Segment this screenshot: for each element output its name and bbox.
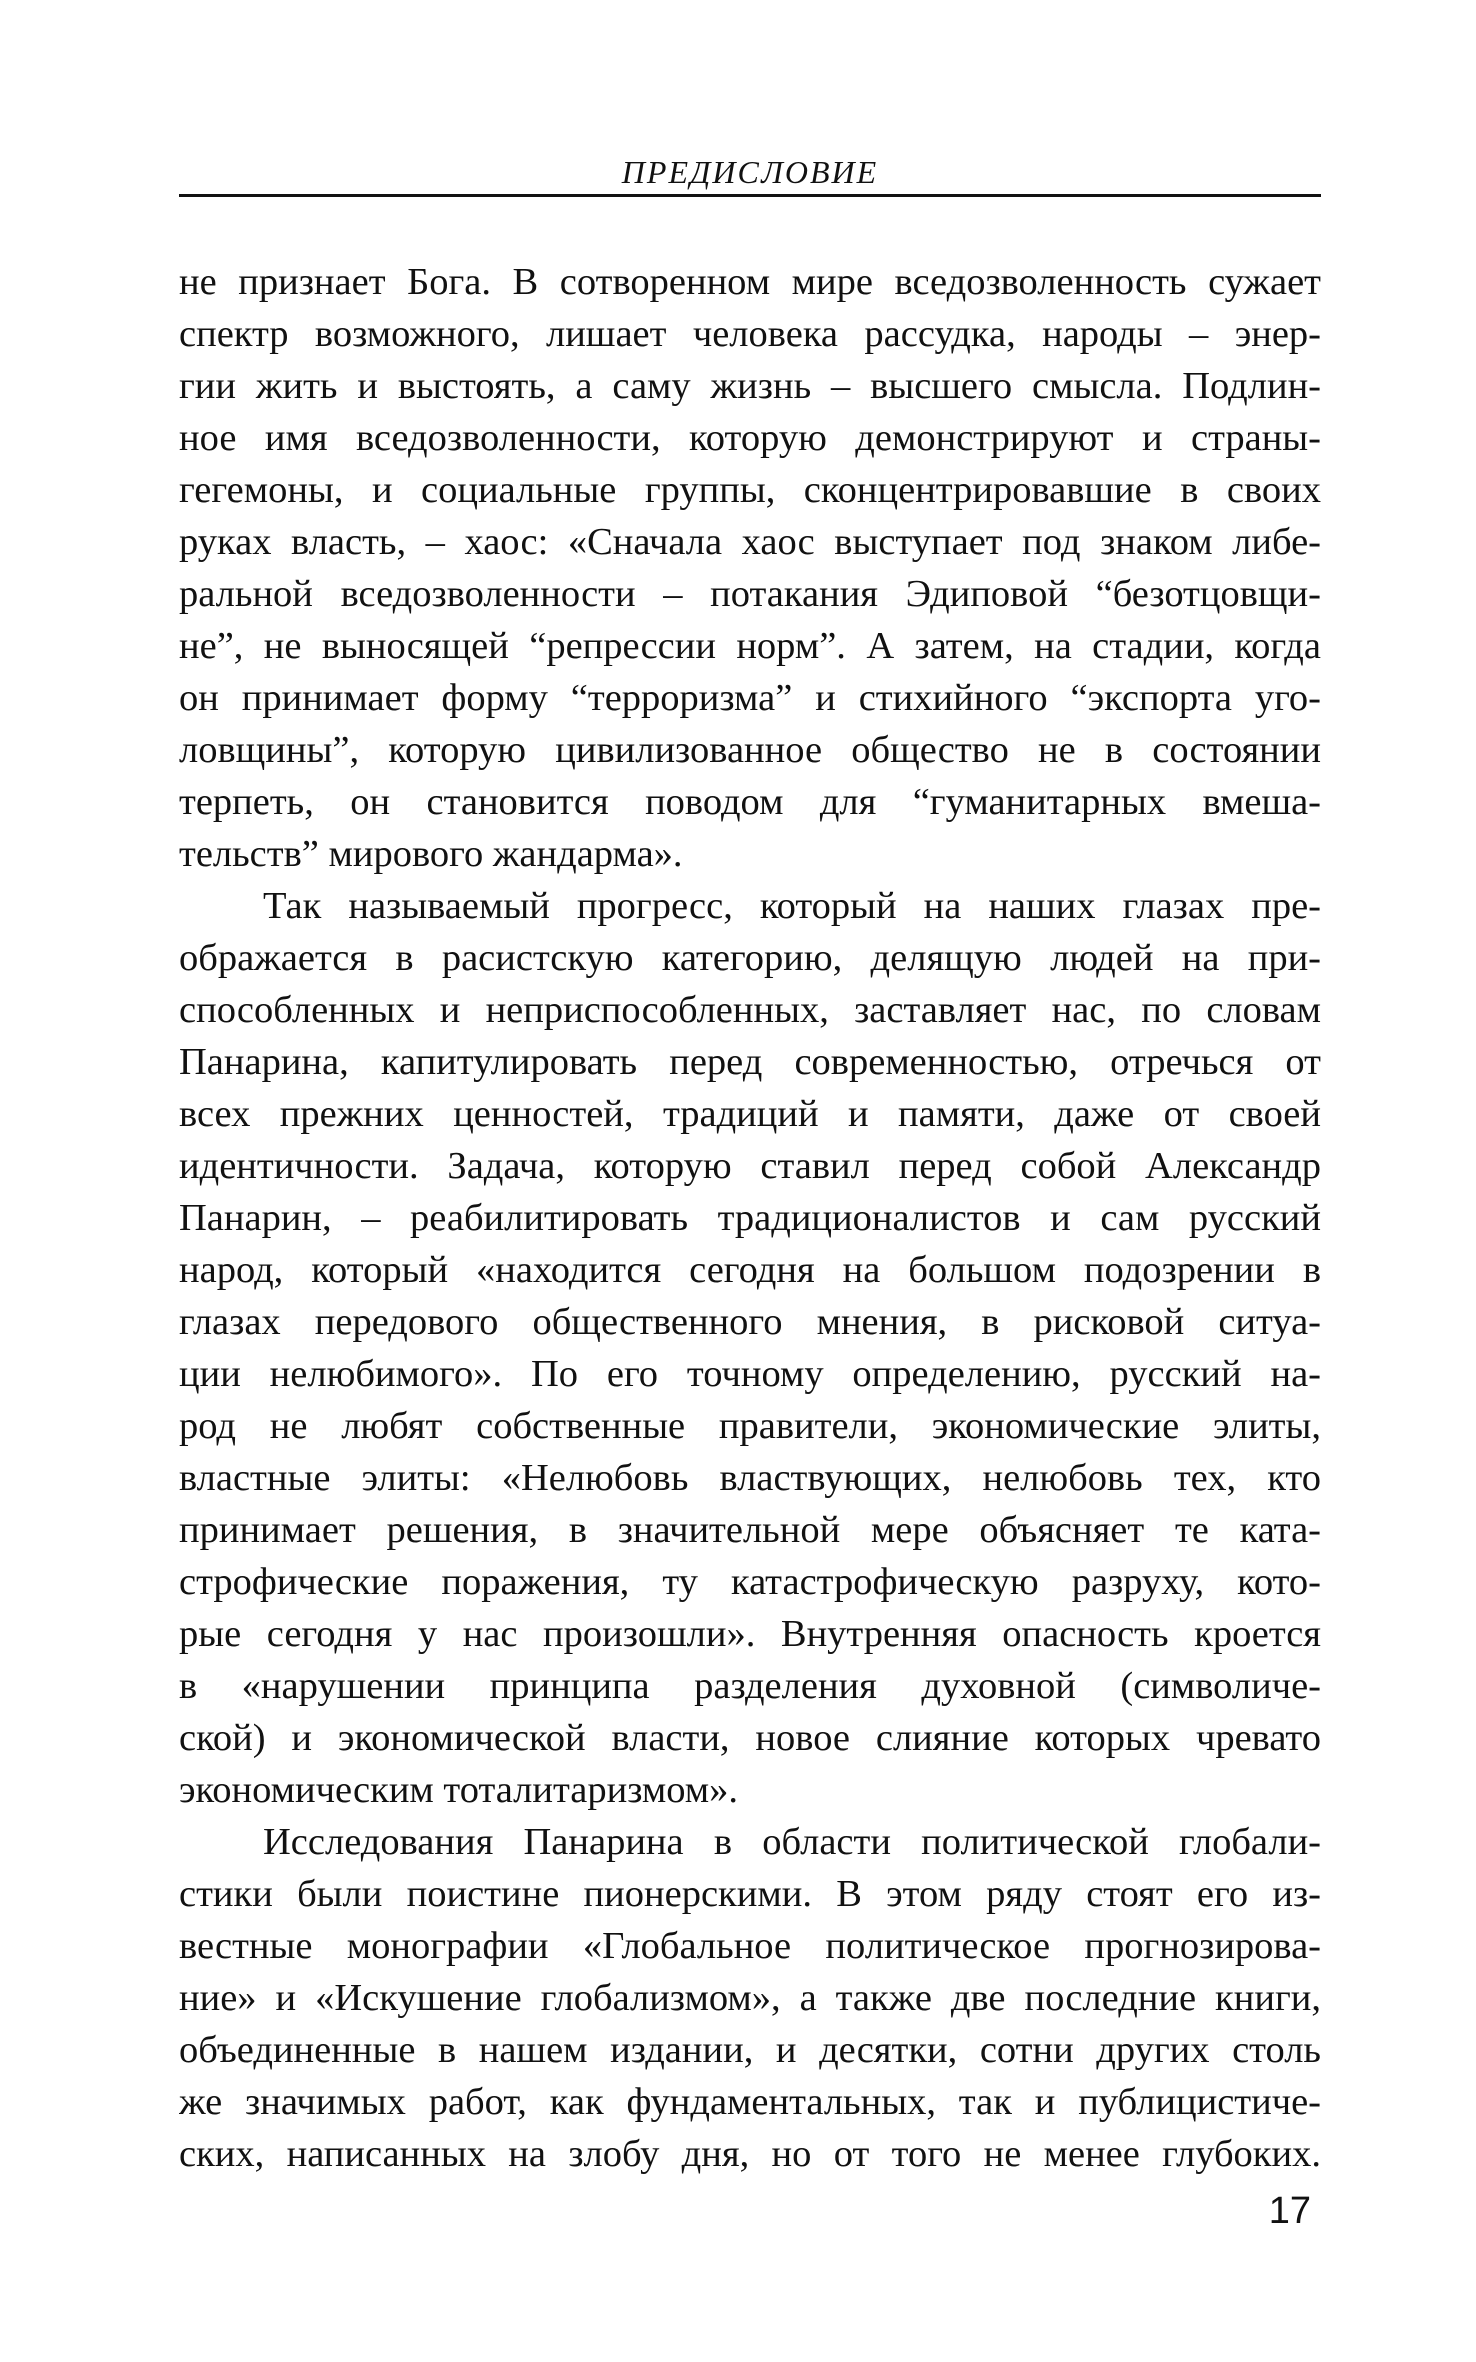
text-line: глазах передового общественного мнения, в рисковой ситуа- [179, 1301, 1321, 1343]
text-line: ральной вседозволенности – потакания Эдиповой “безотцовщи- [179, 573, 1321, 615]
paragraph [179, 1816, 1321, 2180]
header-rule [179, 194, 1321, 197]
text-line: Так называемый прогресс, который на наших глазах пре- [263, 885, 1321, 927]
body-text [179, 256, 1321, 2180]
text-line: Панарин, – реабилитировать традиционалистов и сам русский [179, 1197, 1321, 1239]
text-line: всех прежних ценностей, традиций и памяти, даже от своей [179, 1093, 1321, 1135]
page-number: 17 [1268, 2190, 1311, 2232]
text-line: Панарина, капитулировать перед современностью, отречься от [179, 1041, 1321, 1083]
text-line: способленных и неприспособленных, заставляет нас, по словам [179, 989, 1321, 1031]
text-line: гии жить и выстоять, а саму жизнь – высшего смысла. Подлин- [179, 365, 1321, 407]
text-line: не признает Бога. В сотворенном мире вседозволенность сужает [179, 261, 1321, 303]
text-line: стики были поистине пионерскими. В этом ряду стоят его из- [179, 1873, 1321, 1915]
text-line: ловщины”, которую цивилизованное общество не в состоянии [179, 729, 1321, 771]
text-line: строфические поражения, ту катастрофическую разруху, кото- [179, 1561, 1321, 1603]
text-line: он принимает форму “терроризма” и стихийного “экспорта уго- [179, 677, 1321, 719]
text-line: спектр возможного, лишает человека рассудка, народы – энер- [179, 313, 1321, 355]
text-line: идентичности. Задача, которую ставил перед собой Александр [179, 1145, 1321, 1187]
running-head: ПРЕДИСЛОВИЕ [621, 154, 879, 190]
text-line: экономическим тоталитаризмом». [179, 1769, 739, 1811]
text-line: терпеть, он становится поводом для “гуманитарных вмеша- [179, 781, 1321, 823]
paragraph [179, 256, 1321, 880]
text-line: род не любят собственные правители, экономические элиты, [179, 1405, 1321, 1447]
text-line: ние» и «Искушение глобализмом», а также две последние книги, [179, 1977, 1321, 2019]
text-line: ции нелюбимого». По его точному определению, русский на- [179, 1353, 1321, 1395]
text-line: вестные монографии «Глобальное политическое прогнозирова- [179, 1925, 1321, 1967]
text-line: властные элиты: «Нелюбовь властвующих, нелюбовь тех, кто [179, 1457, 1321, 1499]
text-line: Исследования Панарина в области политической глобали- [263, 1821, 1321, 1863]
text-line: тельств” мирового жандарма». [179, 833, 683, 875]
text-line: ображается в расистскую категорию, делящую людей на при- [179, 937, 1321, 979]
text-line: народ, который «находится сегодня на большом подозрении в [179, 1249, 1321, 1291]
text-line: гегемоны, и социальные группы, сконцентрировавшие в своих [179, 469, 1321, 511]
text-line: ских, написанных на злобу дня, но от того не менее глубоких. [179, 2133, 1321, 2175]
text-line: в «нарушении принципа разделения духовной (символиче- [179, 1665, 1321, 1707]
text-line: объединенные в нашем издании, и десятки, сотни других столь [179, 2029, 1321, 2071]
text-line: руках власть, – хаос: «Сначала хаос выступает под знаком либе- [179, 521, 1321, 563]
text-line: рые сегодня у нас произошли». Внутренняя опасность кроется [179, 1613, 1321, 1655]
text-line: ской) и экономической власти, новое слияние которых чревато [179, 1717, 1321, 1759]
paragraph [179, 880, 1321, 1816]
text-line: принимает решения, в значительной мере объясняет те ката- [179, 1509, 1321, 1551]
text-line: ное имя вседозволенности, которую демонстрируют и страны- [179, 417, 1321, 459]
text-line: не”, не выносящей “репрессии норм”. А затем, на стадии, когда [179, 625, 1321, 667]
text-line: же значимых работ, как фундаментальных, так и публицистиче- [179, 2081, 1321, 2123]
